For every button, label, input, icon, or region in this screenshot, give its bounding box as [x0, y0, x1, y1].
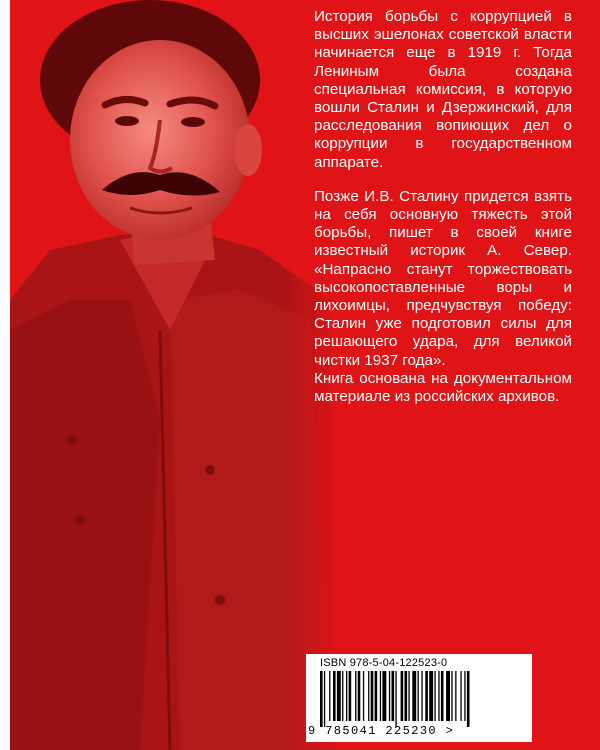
- isbn-label: ISBN 978-5-04-122523-0: [320, 657, 448, 669]
- blurb-text: [314, 8, 572, 406]
- barcode-icon: [320, 671, 520, 727]
- portrait-photo: [10, 0, 340, 750]
- back-cover: [10, 0, 600, 750]
- barcode-block: [306, 654, 532, 742]
- barcode-digits: 9 785041 225230 >: [308, 724, 455, 738]
- blurb-paragraph: Книга основана на документальном материале из российских архивов.: [314, 369, 572, 406]
- blurb-paragraph: Позже И.В. Сталину придется взять на себя основную тяжесть этой борьбы, пишет в своей книге известный историк А. Север. «Напрасно станут торжествовать высокопоставленные воры и лихоимцы, предчувствуя победу: Сталин уже подготовил силы для решающего удара, для великой чистки 1937 года».: [314, 187, 572, 369]
- blurb-paragraph: История борьбы с коррупцией в высших эшелонах советской власти начинается еще в 1919 г. Тогда Лениным была создана специальная комиссия, в которую вошли Сталин и Дзержинский, для расследования вопиющих дел о коррупции в государственном аппарате.: [314, 8, 572, 171]
